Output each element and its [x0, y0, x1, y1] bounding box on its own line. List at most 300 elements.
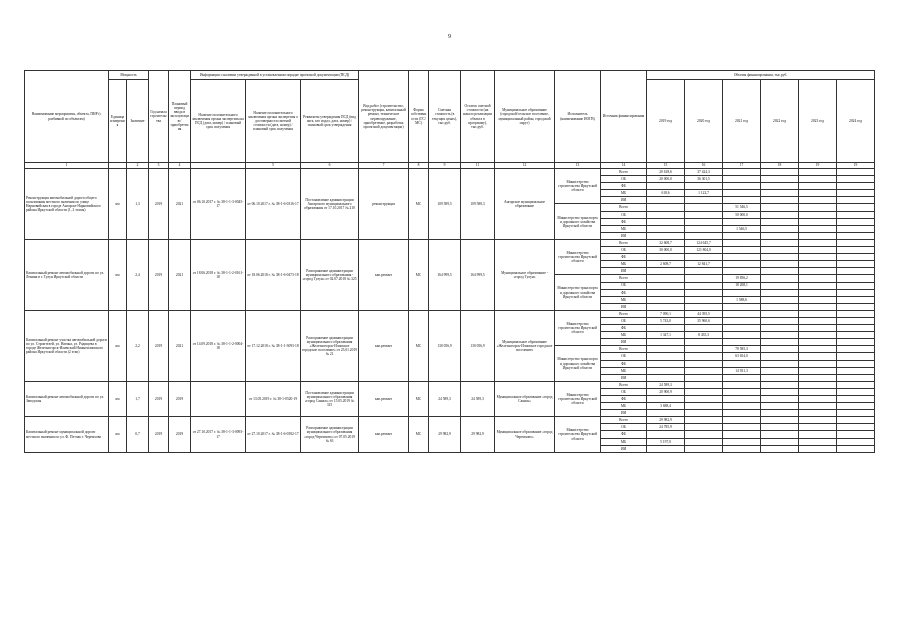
funding-2022	[761, 239, 799, 246]
project-estimate: 130 056,9	[429, 310, 461, 381]
funding-2023	[799, 346, 837, 353]
funding-2022	[761, 218, 799, 225]
funding-2020	[685, 410, 723, 417]
funding-2022	[761, 289, 799, 296]
funding-2020	[685, 353, 723, 360]
funding-2019: 5 197,0	[647, 438, 685, 445]
header-year-start: Год начала строительства	[149, 71, 169, 163]
funding-2022	[761, 296, 799, 303]
funding-2023	[799, 247, 837, 254]
project-executor: Министерство строительства Иркутской области	[555, 239, 601, 274]
funding-2021: 63 654,0	[723, 353, 761, 360]
funding-2022	[761, 445, 799, 452]
funding-2019: 1 347,1	[647, 332, 685, 339]
funding-2019	[647, 367, 685, 374]
funding-2023	[799, 367, 837, 374]
column-number: 4	[169, 163, 191, 169]
funding-source: МБ	[601, 332, 647, 339]
funding-2020: 12 841,7	[685, 261, 723, 268]
funding-2022	[761, 438, 799, 445]
funding-source: Всего	[601, 239, 647, 246]
funding-2020	[685, 254, 723, 261]
funding-2024	[837, 218, 875, 225]
funding-2020	[685, 396, 723, 403]
column-number: 8	[409, 163, 429, 169]
project-unit: км	[109, 381, 127, 416]
project-remaining: 109 588,3	[461, 169, 495, 240]
funding-2022	[761, 339, 799, 346]
funding-2023	[799, 289, 837, 296]
project-work-type: реконструкция	[359, 169, 409, 240]
funding-2021: 19 856,2	[723, 275, 761, 282]
project-expertise: от 27.10.2017 г. № 38-1-1-3-0093-17	[191, 417, 246, 452]
project-expertise: от 06.10.2017 г. № 38-1-1-3-0045-17	[191, 169, 246, 240]
funding-2020: 124 645,7	[685, 239, 723, 246]
funding-2019: 7 090,1	[647, 310, 685, 317]
funding-2024	[837, 282, 875, 289]
funding-2019	[647, 204, 685, 211]
funding-2021: 18 268,1	[723, 282, 761, 289]
project-name: Капитальный ремонт муниципальной дороги местного значения по ул. Ф. Петчак г. Черемхово	[25, 417, 109, 452]
funding-source: ФБ	[601, 360, 647, 367]
funding-2021: 51 546,5	[723, 204, 761, 211]
funding-2024	[837, 197, 875, 204]
funding-2023	[799, 417, 837, 424]
funding-source: МБ	[601, 225, 647, 232]
funding-source: Всего	[601, 275, 647, 282]
funding-2022	[761, 367, 799, 374]
project-smeta: от 17.12.2018 г. № 38-1-1-3093-18	[246, 310, 301, 381]
project-year-start: 2019	[149, 169, 169, 240]
project-estimate: 29 982,9	[429, 417, 461, 452]
header-value: Значение	[127, 80, 149, 163]
funding-source: ИИ	[601, 268, 647, 275]
funding-2020	[685, 325, 723, 332]
funding-2021	[723, 388, 761, 395]
table-row	[25, 239, 875, 246]
funding-2021	[723, 310, 761, 317]
funding-2023	[799, 190, 837, 197]
funding-2020	[685, 204, 723, 211]
funding-2021	[723, 332, 761, 339]
funding-2021	[723, 176, 761, 183]
funding-2019: 2 608,7	[647, 261, 685, 268]
column-number: 5	[246, 163, 301, 169]
header-ownership: Форма собственности (ГС/ МС)	[409, 71, 429, 163]
funding-source: Всего	[601, 204, 647, 211]
funding-2020	[685, 275, 723, 282]
project-value: 1,3	[127, 169, 149, 240]
funding-2023	[799, 169, 837, 176]
funding-2020	[685, 417, 723, 424]
header-year-2024: 2024 год	[837, 80, 875, 163]
funding-2020	[685, 374, 723, 381]
funding-2024	[837, 225, 875, 232]
funding-2022	[761, 346, 799, 353]
project-unit: км	[109, 239, 127, 310]
funding-2022	[761, 247, 799, 254]
funding-2020	[685, 381, 723, 388]
funding-2024	[837, 360, 875, 367]
funding-2023	[799, 239, 837, 246]
funding-2020	[685, 183, 723, 190]
funding-source: МБ	[601, 438, 647, 445]
funding-2019	[647, 254, 685, 261]
project-estimate: 164 999,5	[429, 239, 461, 310]
project-value: 0,7	[127, 417, 149, 452]
header-remaining: Остаток сметной стоимости (на начало реализации объекта в программу), тыс.руб.	[461, 71, 495, 163]
funding-2023	[799, 232, 837, 239]
funding-source: ФБ	[601, 289, 647, 296]
funding-2024	[837, 176, 875, 183]
funding-2022	[761, 388, 799, 395]
funding-2023	[799, 374, 837, 381]
project-name: Реконструкция автомобильной дороги общего пользования местного значения по улице Нарновийская в городе Ангарске Нарновийского района Иркутской области (1, 2 этапы)	[25, 169, 109, 240]
project-executor: Министерство транспорта и дорожного хозяйства Иркутской области	[555, 275, 601, 310]
funding-2022	[761, 353, 799, 360]
project-estimate: 24 589,3	[429, 381, 461, 416]
funding-2021	[723, 360, 761, 367]
funding-2023	[799, 381, 837, 388]
funding-2024	[837, 183, 875, 190]
funding-2024	[837, 317, 875, 324]
funding-source: Всего	[601, 381, 647, 388]
funding-source: ИИ	[601, 197, 647, 204]
funding-2020: 44 395,5	[685, 310, 723, 317]
funding-2023	[799, 388, 837, 395]
funding-2019	[647, 360, 685, 367]
funding-2022	[761, 275, 799, 282]
funding-2024	[837, 417, 875, 424]
funding-2024	[837, 239, 875, 246]
funding-2023	[799, 303, 837, 310]
funding-2023	[799, 339, 837, 346]
funding-2020: 36 301,5	[685, 176, 723, 183]
column-number: 17	[723, 163, 761, 169]
funding-2019	[647, 396, 685, 403]
project-year-start: 2019	[149, 310, 169, 381]
funding-2023	[799, 431, 837, 438]
funding-2022	[761, 381, 799, 388]
funding-source: Всего	[601, 417, 647, 424]
funding-2019	[647, 353, 685, 360]
funding-2021	[723, 303, 761, 310]
header-year-2021: 2021 год	[723, 80, 761, 163]
funding-2020: 121 804,0	[685, 247, 723, 254]
project-remaining: 164 999,5	[461, 239, 495, 310]
funding-2022	[761, 325, 799, 332]
funding-2021	[723, 218, 761, 225]
funding-2023	[799, 218, 837, 225]
column-number: 16	[685, 163, 723, 169]
funding-2022	[761, 403, 799, 410]
project-year-end: 2021	[169, 239, 191, 310]
column-number: 12	[495, 163, 555, 169]
project-unit: км	[109, 310, 127, 381]
project-expertise	[191, 381, 246, 416]
funding-2020	[685, 445, 723, 452]
funding-2021	[723, 339, 761, 346]
funding-2024	[837, 374, 875, 381]
funding-2023	[799, 204, 837, 211]
funding-2019: 5 743,0	[647, 317, 685, 324]
header-name: Наименование мероприятия, объекта, ПНР (с разбивкой по объектам)	[25, 71, 109, 163]
funding-2021: 50 000,0	[723, 211, 761, 218]
funding-2024	[837, 424, 875, 431]
header-capacity: Мощность	[109, 71, 149, 80]
funding-2019	[647, 268, 685, 275]
funding-source: ФБ	[601, 218, 647, 225]
project-year-start: 2019	[149, 417, 169, 452]
funding-2020	[685, 232, 723, 239]
project-ownership: МС	[409, 239, 429, 310]
column-number: 19	[837, 163, 875, 169]
funding-2023	[799, 254, 837, 261]
funding-2021	[723, 183, 761, 190]
funding-2020	[685, 296, 723, 303]
funding-2019	[647, 296, 685, 303]
funding-2020	[685, 424, 723, 431]
funding-source: Всего	[601, 310, 647, 317]
funding-source: МБ	[601, 403, 647, 410]
funding-source: ФБ	[601, 431, 647, 438]
funding-2022	[761, 261, 799, 268]
funding-2019	[647, 218, 685, 225]
funding-2024	[837, 169, 875, 176]
project-unit: км	[109, 417, 127, 452]
funding-2023	[799, 225, 837, 232]
funding-2021	[723, 445, 761, 452]
funding-2022	[761, 225, 799, 232]
header-psd-group: Информация о наличии утвержденной в установленном порядке проектной документации (ПСД)	[191, 71, 359, 80]
funding-2020	[685, 388, 723, 395]
project-executor: Министерство транспорта и дорожного хозяйства Иркутской области	[555, 346, 601, 381]
funding-2019	[647, 346, 685, 353]
funding-2021	[723, 190, 761, 197]
funding-2024	[837, 403, 875, 410]
header-year-2022: 2022 год	[761, 80, 799, 163]
funding-2023	[799, 211, 837, 218]
funding-2022	[761, 374, 799, 381]
funding-2024	[837, 303, 875, 310]
project-year-end: 2021	[169, 169, 191, 240]
funding-2022	[761, 431, 799, 438]
funding-2024	[837, 190, 875, 197]
funding-2021	[723, 239, 761, 246]
header-year-end: Плановый период ввода в эксплуатацию/ приобретения	[169, 71, 191, 163]
funding-2021	[723, 403, 761, 410]
header-smeta: Наличие положительного заключения органа экспертизы о достоверности сметной стоимости (дата, номер) / плановый срок получения	[246, 80, 301, 163]
funding-2021: 14 931,3	[723, 367, 761, 374]
funding-2023	[799, 275, 837, 282]
funding-2019	[647, 410, 685, 417]
funding-source: ОБ	[601, 211, 647, 218]
funding-2019	[647, 339, 685, 346]
funding-2024	[837, 410, 875, 417]
funding-2024	[837, 325, 875, 332]
column-number: 15	[647, 163, 685, 169]
funding-2020	[685, 225, 723, 232]
funding-2019: 24 785,9	[647, 424, 685, 431]
funding-2024	[837, 381, 875, 388]
column-number: 9	[429, 163, 461, 169]
funding-2022	[761, 310, 799, 317]
funding-2023	[799, 396, 837, 403]
funding-2024	[837, 332, 875, 339]
funding-2019	[647, 211, 685, 218]
funding-2024	[837, 396, 875, 403]
funding-2024	[837, 275, 875, 282]
funding-2019: 618,6	[647, 190, 685, 197]
column-number: 7	[359, 163, 409, 169]
funding-2024	[837, 445, 875, 452]
funding-2023	[799, 310, 837, 317]
funding-2019	[647, 303, 685, 310]
header-year-2020: 2020 год	[685, 80, 723, 163]
column-number: 11	[461, 163, 495, 169]
funding-2024	[837, 211, 875, 218]
project-remaining: 24 589,3	[461, 381, 495, 416]
funding-2023	[799, 176, 837, 183]
funding-2020	[685, 339, 723, 346]
funding-2024	[837, 339, 875, 346]
project-ownership: МС	[409, 417, 429, 452]
funding-2022	[761, 232, 799, 239]
funding-2021	[723, 410, 761, 417]
funding-2022	[761, 417, 799, 424]
funding-2020	[685, 438, 723, 445]
funding-2022	[761, 317, 799, 324]
funding-2019: 32 608,7	[647, 239, 685, 246]
funding-source: МБ	[601, 261, 647, 268]
funding-2024	[837, 268, 875, 275]
column-number: 6	[301, 163, 359, 169]
funding-2023	[799, 353, 837, 360]
funding-2022	[761, 254, 799, 261]
project-expertise: от 18.06.2018 г. № 38-1-1-2-0161-18	[191, 239, 246, 310]
project-executor: Министерство строительства Иркутской области	[555, 310, 601, 345]
funding-2024	[837, 310, 875, 317]
funding-2023	[799, 424, 837, 431]
funding-2022	[761, 424, 799, 431]
funding-2022	[761, 332, 799, 339]
funding-2022	[761, 211, 799, 218]
table-row	[25, 381, 875, 388]
table-row	[25, 310, 875, 317]
funding-2019	[647, 183, 685, 190]
funding-source: ФБ	[601, 325, 647, 332]
funding-2019	[647, 289, 685, 296]
funding-2020	[685, 303, 723, 310]
funding-source: ОБ	[601, 388, 647, 395]
funding-2023	[799, 403, 837, 410]
table-row	[25, 169, 875, 176]
funding-2020	[685, 360, 723, 367]
funding-source: Всего	[601, 169, 647, 176]
funding-2020	[685, 403, 723, 410]
funding-2020	[685, 431, 723, 438]
funding-source: ФБ	[601, 254, 647, 261]
funding-2024	[837, 431, 875, 438]
column-number: 2	[127, 163, 149, 169]
column-number: 3	[149, 163, 169, 169]
funding-2024	[837, 296, 875, 303]
funding-2021	[723, 381, 761, 388]
funding-2020	[685, 268, 723, 275]
funding-2021	[723, 431, 761, 438]
header-expertise: Наличие положительного заключения органа экспертизы на ПСД (дата, номер) / плановый срок получения	[191, 80, 246, 163]
project-municipality: Муниципальное образование - «город Тулун»	[495, 239, 555, 310]
funding-2024	[837, 346, 875, 353]
funding-2021	[723, 424, 761, 431]
funding-source: ОБ	[601, 424, 647, 431]
header-funding-group: Объемы финансирования, тыс.руб.	[647, 71, 875, 80]
funding-2024	[837, 254, 875, 261]
funding-2023	[799, 325, 837, 332]
project-year-end: 2019	[169, 381, 191, 416]
funding-2023	[799, 332, 837, 339]
project-municipality: Муниципальное образование «город Саянск»	[495, 381, 555, 416]
project-executor: Министерство строительства Иркутской области	[555, 417, 601, 452]
funding-2019: 3 688,4	[647, 403, 685, 410]
page-number: 9	[448, 34, 451, 40]
table-row	[25, 417, 875, 424]
funding-2023	[799, 317, 837, 324]
funding-source: ИИ	[601, 232, 647, 239]
funding-2021: 1 588,6	[723, 296, 761, 303]
project-municipality: Ангарское муниципальное образование	[495, 169, 555, 240]
project-work-type: кап.ремонт	[359, 417, 409, 452]
table-body	[25, 169, 875, 453]
header-approval: Реквизиты утверждения ПСД (вид акта, кто издал, дата, номер) / плановый срок утверждения	[301, 80, 359, 163]
funding-2021	[723, 325, 761, 332]
header-source: Источник финансирования	[601, 71, 647, 163]
project-approval: Распоряжение администрации муниципального образования «Железногорск-Илимское городское поселение» от 23.01.2019 № 21	[301, 310, 359, 381]
funding-2022	[761, 282, 799, 289]
funding-2021	[723, 374, 761, 381]
funding-2020	[685, 197, 723, 204]
project-approval: Распоряжение администрации муниципального образования «город Черемхово» от 07.05.2019 № 63	[301, 417, 359, 452]
funding-2024	[837, 232, 875, 239]
funding-2023	[799, 360, 837, 367]
funding-2022	[761, 190, 799, 197]
project-expertise: от 14.09.2018 г. № 38-1-1-2-0004-18	[191, 310, 246, 381]
header-unit: Единица измерения	[109, 80, 127, 163]
funding-2021	[723, 417, 761, 424]
funding-2021	[723, 254, 761, 261]
funding-2022	[761, 176, 799, 183]
column-number: 19	[799, 163, 837, 169]
funding-2024	[837, 247, 875, 254]
funding-2022	[761, 169, 799, 176]
project-year-start: 2019	[149, 239, 169, 310]
funding-source: Всего	[601, 346, 647, 353]
header-estimate: Сметная стоимость (в текущих ценах), тыс.руб.	[429, 71, 461, 163]
project-work-type: кап.ремонт	[359, 239, 409, 310]
project-executor: Министерство транспорта и дорожного хозяйства Иркутской области	[555, 204, 601, 239]
funding-2021	[723, 396, 761, 403]
funding-2020	[685, 218, 723, 225]
funding-2019: 20 900,9	[647, 388, 685, 395]
project-value: 2,4	[127, 239, 149, 310]
funding-2019	[647, 374, 685, 381]
funding-2024	[837, 261, 875, 268]
funding-2019	[647, 445, 685, 452]
funding-source: МБ	[601, 367, 647, 374]
funding-2020	[685, 367, 723, 374]
funding-source: МБ	[601, 296, 647, 303]
header-municipality: Муниципальное образование (городской/сельское поселение, муниципальный район, городской округ)	[495, 71, 555, 163]
